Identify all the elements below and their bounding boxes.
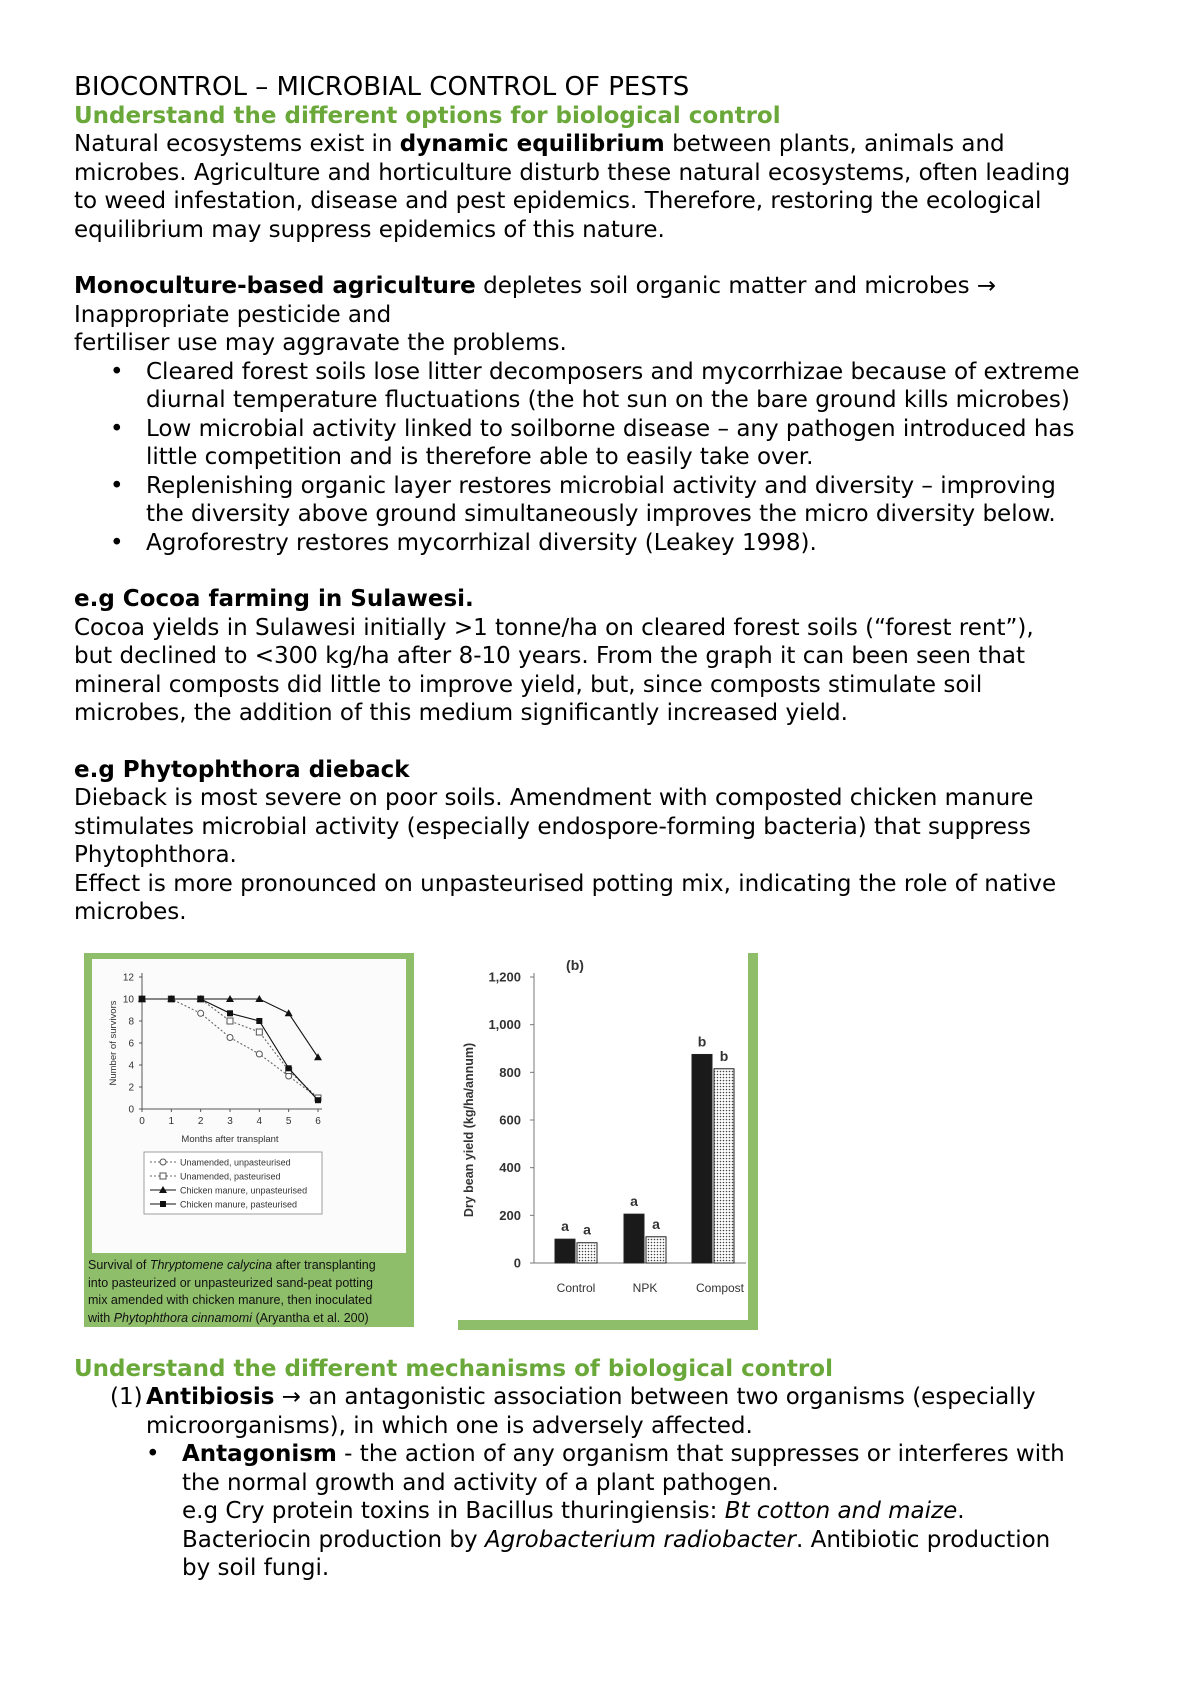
bar <box>692 1054 712 1263</box>
bar <box>624 1214 644 1263</box>
y-tick-label: 10 <box>122 994 134 1006</box>
paragraph-line: Cocoa yields in Sulawesi initially >1 tonne/ha on cleared forest soils (“forest rent”), <box>74 614 1034 641</box>
data-point <box>256 1051 262 1057</box>
paragraph-line: microbes. <box>74 899 187 925</box>
data-point <box>256 1018 262 1024</box>
paragraph-equilibrium: Natural ecosystems exist in dynamic equilibrium between plants, animals and <box>74 131 1005 157</box>
paragraph-line: Bacteriocin production by Agrobacterium radiobacter. Antibiotic production <box>182 1526 1051 1553</box>
data-point <box>315 1097 321 1103</box>
figure-caption: Survival of Thryptomene calycina after transplanting into pasteurized or unpasteurized sand-peat potting mix amended with chicken manure, then inoculated with Phytophthora cinnamomi (Aryantha et al. 200) <box>88 1258 376 1325</box>
list-item: • Replenishing organic layer restores microbial activity and diversity – improving the diversity above ground simultaneously improves the micro diversity below. <box>146 472 1144 529</box>
paragraph-line: but declined to <300 kg/ha after 8-10 years. From the graph it can been seen that <box>74 643 1026 669</box>
x-tick-label: Compost <box>695 1281 745 1295</box>
data-label: a <box>630 1193 638 1210</box>
y-tick-label: 4 <box>128 1060 134 1072</box>
paragraph-line: by soil fungi. <box>182 1555 330 1581</box>
data-point <box>198 996 204 1002</box>
paragraph-line: e.g Cry protein toxins in Bacillus thuringiensis: Bt cotton and maize. <box>182 1498 965 1524</box>
data-point <box>286 1065 292 1071</box>
paragraph-line: the normal growth and activity of a plant pathogen. <box>182 1469 779 1496</box>
paragraph-line: fertiliser use may aggravate the problems. <box>74 330 567 356</box>
x-tick-label: Control <box>556 1281 596 1295</box>
x-tick-label: 1 <box>168 1116 175 1127</box>
example-heading-cocoa: e.g Cocoa farming in Sulawesi. <box>74 586 474 612</box>
data-point <box>285 1009 293 1016</box>
x-tick-label: 6 <box>315 1116 321 1127</box>
y-tick-label: 8 <box>128 1016 134 1028</box>
data-point <box>227 1035 233 1041</box>
paragraph-line: to weed infestation, disease and pest epidemics. Therefore, restoring the ecological <box>74 188 1042 214</box>
legend-label: Chicken manure, unpasteurised <box>180 1185 308 1196</box>
y-tick-label: 0 <box>513 1255 521 1271</box>
y-tick-label: 2 <box>128 1082 134 1094</box>
y-tick-label: 0 <box>128 1104 134 1116</box>
yield-bar-chart <box>458 953 748 1320</box>
bar <box>714 1069 734 1263</box>
page-title: BIOCONTROL – MICROBIAL CONTROL OF PESTS <box>74 72 690 102</box>
chart-title: (b) <box>566 957 584 973</box>
data-point <box>256 1029 262 1035</box>
figure-survival <box>84 953 414 1327</box>
survival-line-chart <box>92 959 406 1253</box>
list-item: • Cleared forest soils lose litter decomposers and mycorrhizae because of extreme diurnal temperature fluctuations (the hot sun on the bare ground kills microbes) <box>146 358 1144 415</box>
survival-plot <box>92 959 406 1253</box>
bar <box>555 1239 575 1263</box>
document-page-lower <box>74 1355 1144 1583</box>
legend-label: Chicken manure, pasteurised <box>180 1199 298 1210</box>
data-label: a <box>583 1221 591 1238</box>
legend-label: Unamended, unpasteurised <box>180 1157 291 1168</box>
paragraph-line: microbes, the addition of this medium significantly increased yield. <box>74 700 848 726</box>
bar <box>646 1237 666 1263</box>
paragraph-line: Phytophthora. <box>74 842 237 868</box>
list-item: • Agroforestry restores mycorrhizal diversity (Leakey 1998). <box>146 529 1144 558</box>
section-heading-options: Understand the different options for biological control <box>74 103 781 129</box>
figure-yield <box>458 953 758 1330</box>
x-tick-label: 2 <box>197 1116 204 1127</box>
legend-label: Unamended, pasteurised <box>180 1171 281 1182</box>
bar <box>577 1243 597 1263</box>
paragraph-line: Dieback is most severe on poor soils. Amendment with composted chicken manure <box>74 785 1034 811</box>
y-tick-label: 600 <box>499 1112 521 1128</box>
x-tick-label: 0 <box>139 1116 145 1127</box>
paragraph-line: microbes. Agriculture and horticulture disturb these natural ecosystems, often leading <box>74 159 1071 186</box>
figures-row <box>84 953 764 1330</box>
legend-marker <box>160 1173 166 1179</box>
list-item: • Low microbial activity linked to soilborne disease – any pathogen introduced has little competition and is therefore able to easily take over. <box>146 415 1144 472</box>
legend-marker <box>160 1201 166 1207</box>
data-label: a <box>561 1218 569 1235</box>
paragraph-line: equilibrium may suppress epidemics of this nature. <box>74 216 665 243</box>
y-axis-label: Dry bean yield (kg/ha/annum) <box>462 1042 476 1218</box>
paragraph-monoculture: Monoculture-based agriculture depletes soil organic matter and microbes → <box>74 273 997 299</box>
x-tick-label: 3 <box>227 1116 233 1127</box>
data-point <box>227 1018 233 1024</box>
y-tick-label: 800 <box>499 1064 521 1080</box>
y-tick-label: 1,200 <box>488 969 521 985</box>
yield-plot <box>458 953 748 1320</box>
paragraph-line: microorganisms), in which one is adversely affected. <box>146 1412 753 1439</box>
series-line <box>142 999 318 1057</box>
paragraph-line: mineral composts did little to improve yield, but, since composts stimulate soil <box>74 671 983 698</box>
data-point <box>139 996 145 1002</box>
numbered-item-antibiosis: (1) Antibiosis → an antagonistic association between two organisms (especially <box>110 1384 1036 1410</box>
bullet-list <box>74 358 1144 558</box>
data-label: a <box>652 1215 660 1232</box>
paragraph-line: Effect is more pronounced on unpasteurised potting mix, indicating the role of native <box>74 870 1057 897</box>
data-label: b <box>719 1047 729 1064</box>
x-tick-label: NPK <box>632 1281 658 1295</box>
x-tick-label: 4 <box>256 1116 263 1127</box>
example-heading-phytophthora: e.g Phytophthora dieback <box>74 756 410 783</box>
y-axis-label: Number of survivors <box>108 1000 119 1086</box>
data-point <box>227 1010 233 1016</box>
data-point <box>198 1010 204 1016</box>
paragraph-line: stimulates microbial activity (especially endospore-forming bacteria) that suppress <box>74 813 1031 840</box>
data-point <box>314 1053 322 1060</box>
y-tick-label: 200 <box>499 1207 521 1223</box>
data-point <box>168 996 174 1002</box>
x-tick-label: 5 <box>285 1116 292 1127</box>
paragraph-line: Inappropriate pesticide and <box>74 301 392 328</box>
y-tick-label: 6 <box>128 1038 134 1050</box>
document-page <box>74 72 1144 927</box>
section-heading-mechanisms: Understand the different mechanisms of biological control <box>74 1356 833 1382</box>
x-axis-label: Months after transplant <box>181 1134 279 1145</box>
y-tick-label: 1,000 <box>488 1017 521 1033</box>
y-tick-label: 12 <box>122 972 134 984</box>
y-tick-label: 400 <box>499 1160 521 1176</box>
list-item-antagonism: • Antagonism - the action of any organism that suppresses or interferes with <box>146 1441 1065 1467</box>
legend-marker <box>160 1159 166 1165</box>
data-label: b <box>697 1033 707 1050</box>
